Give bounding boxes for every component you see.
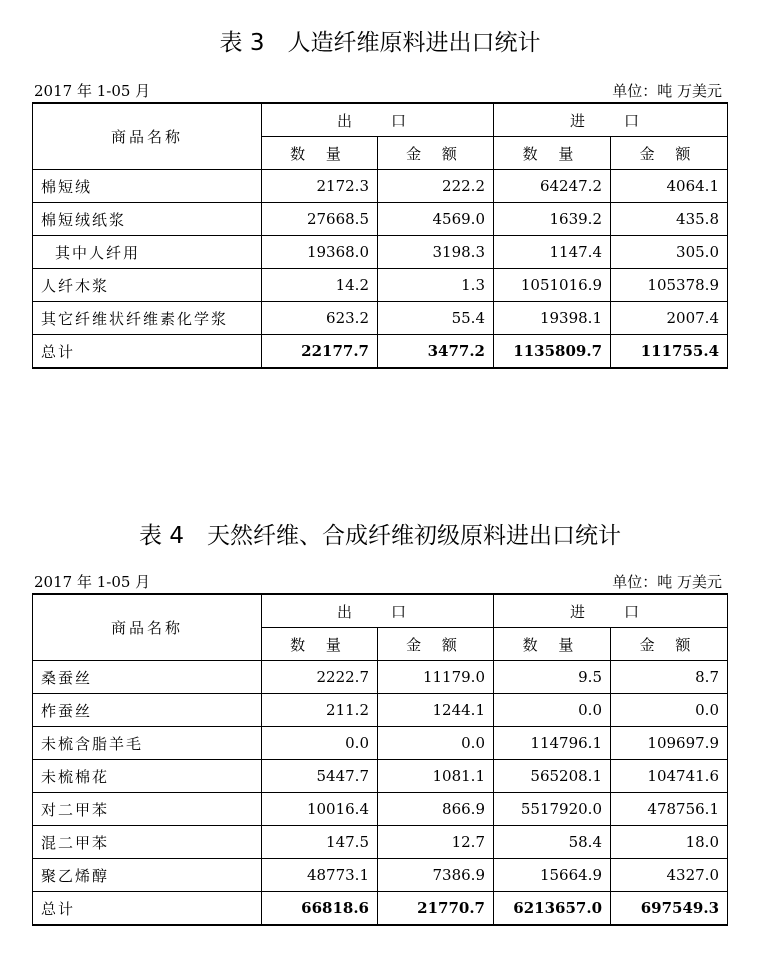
export-amt: 222.2 <box>378 170 494 203</box>
import-qty: 0.0 <box>494 694 611 727</box>
import-qty: 6213657.0 <box>494 892 611 926</box>
export-qty: 48773.1 <box>262 859 378 892</box>
import-amt: 111755.4 <box>611 335 728 369</box>
table-row <box>33 826 728 859</box>
export-qty: 10016.4 <box>262 793 378 826</box>
row-name: 对二甲苯 <box>33 793 262 826</box>
table-row <box>33 236 728 269</box>
table4-title: 表 4 天然纤维、合成纤维初级原料进出口统计 <box>139 523 621 549</box>
header-import: 进 口 <box>494 103 728 137</box>
export-amt: 12.7 <box>378 826 494 859</box>
import-amt: 0.0 <box>611 694 728 727</box>
import-qty: 1051016.9 <box>494 269 611 302</box>
table3 <box>32 102 728 369</box>
table-row <box>33 661 728 694</box>
table4-header-row <box>33 594 728 628</box>
table-total-row <box>33 335 728 369</box>
import-amt: 8.7 <box>611 661 728 694</box>
header-import-qty: 数 量 <box>494 628 611 661</box>
export-qty: 2222.7 <box>262 661 378 694</box>
table-row <box>33 170 728 203</box>
export-amt: 55.4 <box>378 302 494 335</box>
export-amt: 4569.0 <box>378 203 494 236</box>
export-amt: 0.0 <box>378 727 494 760</box>
import-qty: 19398.1 <box>494 302 611 335</box>
import-amt: 18.0 <box>611 826 728 859</box>
header-export: 出 口 <box>262 594 494 628</box>
table-row <box>33 727 728 760</box>
import-qty: 1639.2 <box>494 203 611 236</box>
row-name: 柞蚕丝 <box>33 694 262 727</box>
row-name: 棉短绒 <box>33 170 262 203</box>
import-amt: 104741.6 <box>611 760 728 793</box>
import-qty: 58.4 <box>494 826 611 859</box>
row-name: 其它纤维状纤维素化学浆 <box>33 302 262 335</box>
row-name: 总计 <box>33 892 262 926</box>
import-amt: 697549.3 <box>611 892 728 926</box>
row-name: 混二甲苯 <box>33 826 262 859</box>
table4-period: 2017 年 1-05 月 <box>34 573 151 591</box>
import-qty: 565208.1 <box>494 760 611 793</box>
import-amt: 305.0 <box>611 236 728 269</box>
header-export-amt: 金 额 <box>378 137 494 170</box>
header-export-amt: 金 额 <box>378 628 494 661</box>
import-qty: 5517920.0 <box>494 793 611 826</box>
export-amt: 1081.1 <box>378 760 494 793</box>
export-qty: 27668.5 <box>262 203 378 236</box>
table3-title: 表 3 人造纤维原料进出口统计 <box>219 30 541 56</box>
table-row <box>33 760 728 793</box>
table-row <box>33 203 728 236</box>
table-row <box>33 859 728 892</box>
export-qty: 19368.0 <box>262 236 378 269</box>
header-import-qty: 数 量 <box>494 137 611 170</box>
table4 <box>32 593 728 926</box>
export-amt: 21770.7 <box>378 892 494 926</box>
export-amt: 866.9 <box>378 793 494 826</box>
table3-header-row <box>33 103 728 137</box>
import-qty: 1147.4 <box>494 236 611 269</box>
export-qty: 211.2 <box>262 694 378 727</box>
import-amt: 2007.4 <box>611 302 728 335</box>
import-amt: 105378.9 <box>611 269 728 302</box>
export-qty: 623.2 <box>262 302 378 335</box>
table-row <box>33 269 728 302</box>
import-amt: 4327.0 <box>611 859 728 892</box>
import-qty: 114796.1 <box>494 727 611 760</box>
export-qty: 2172.3 <box>262 170 378 203</box>
table3-period: 2017 年 1-05 月 <box>34 82 151 100</box>
table-row <box>33 694 728 727</box>
header-name: 商品名称 <box>33 594 262 661</box>
export-amt: 11179.0 <box>378 661 494 694</box>
import-amt: 478756.1 <box>611 793 728 826</box>
table-row <box>33 302 728 335</box>
header-import-amt: 金 额 <box>611 628 728 661</box>
export-qty: 5447.7 <box>262 760 378 793</box>
table4-unit: 单位：吨 万美元 <box>612 573 722 591</box>
export-qty: 14.2 <box>262 269 378 302</box>
import-amt: 4064.1 <box>611 170 728 203</box>
export-amt: 3198.3 <box>378 236 494 269</box>
export-qty: 0.0 <box>262 727 378 760</box>
header-import: 进 口 <box>494 594 728 628</box>
import-qty: 15664.9 <box>494 859 611 892</box>
row-name: 桑蚕丝 <box>33 661 262 694</box>
header-import-amt: 金 额 <box>611 137 728 170</box>
export-amt: 1244.1 <box>378 694 494 727</box>
import-amt: 435.8 <box>611 203 728 236</box>
row-name: 总计 <box>33 335 262 369</box>
row-name: 其中人纤用 <box>33 236 262 269</box>
import-qty: 1135809.7 <box>494 335 611 369</box>
row-name: 人纤木浆 <box>33 269 262 302</box>
row-name: 棉短绒纸浆 <box>33 203 262 236</box>
row-name: 未梳棉花 <box>33 760 262 793</box>
export-amt: 1.3 <box>378 269 494 302</box>
table-total-row <box>33 892 728 926</box>
header-export-qty: 数 量 <box>262 137 378 170</box>
import-qty: 64247.2 <box>494 170 611 203</box>
import-amt: 109697.9 <box>611 727 728 760</box>
row-name: 未梳含脂羊毛 <box>33 727 262 760</box>
export-amt: 3477.2 <box>378 335 494 369</box>
table3-unit: 单位：吨 万美元 <box>612 82 722 100</box>
header-export: 出 口 <box>262 103 494 137</box>
export-qty: 22177.7 <box>262 335 378 369</box>
import-qty: 9.5 <box>494 661 611 694</box>
export-amt: 7386.9 <box>378 859 494 892</box>
export-qty: 147.5 <box>262 826 378 859</box>
export-qty: 66818.6 <box>262 892 378 926</box>
table-row <box>33 793 728 826</box>
row-name: 聚乙烯醇 <box>33 859 262 892</box>
header-export-qty: 数 量 <box>262 628 378 661</box>
header-name: 商品名称 <box>33 103 262 170</box>
